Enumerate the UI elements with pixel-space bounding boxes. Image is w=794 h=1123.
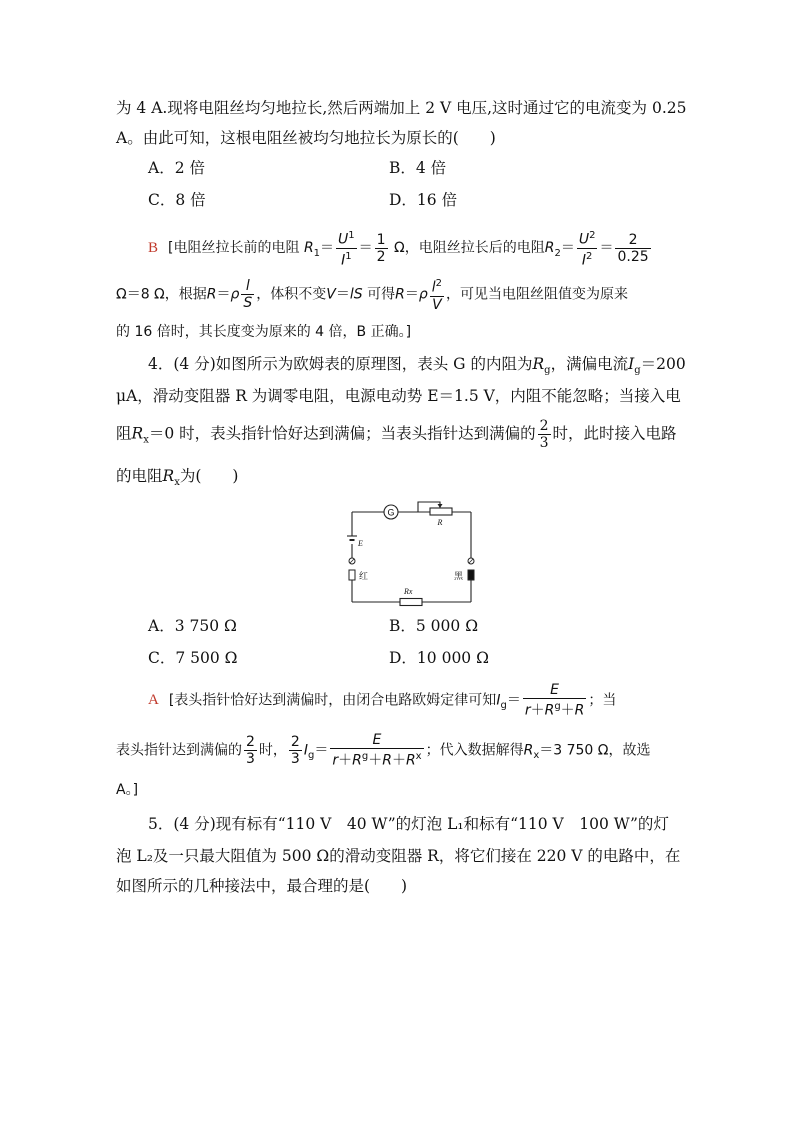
q3-option-c: C．8 倍 <box>148 191 206 209</box>
ohmmeter-circuit-diagram <box>346 496 486 608</box>
q4-solution-line-2: 表头指针达到满偏的 $\frac{2}{3}$ 时， $\frac{2}{3}$ $I_g=$ $\frac{E}{r+R^g+R+R^x}$ ；代入数据解得$R_x=3$ 750 Ω，故选 <box>116 732 651 769</box>
rx-resistor-icon <box>400 599 422 606</box>
q4-line-4: 的电阻$R_x$为( ) <box>116 467 239 489</box>
q4-option-c: C．7 500 Ω <box>148 649 238 667</box>
q3-option-a: A．2 倍 <box>148 159 205 177</box>
fraction: $\frac{E}{r+R^g+R}$ <box>524 682 585 719</box>
fraction: $\frac{l^2}{V}$ <box>431 278 442 313</box>
q3-solution-line-2: Ω＝8 Ω，根据R＝ρ $\frac{l}{S}$ ，体积不变V＝lS 可得R＝ρ $\frac{l^2}{V}$ ，可见当电阻丝阻值变为原来 <box>116 277 628 313</box>
fraction: $\frac{U^1}{I^1}$ <box>338 230 355 269</box>
fraction: $\frac{2}{3}$ <box>290 733 300 767</box>
q3-solution-line-1: B [电阻丝拉长前的电阻 $R_1=$ $\frac{U^1}{I^1}$ ＝ $\frac{1}{2}$ Ω，电阻丝拉长后的电阻$R_2=$ $\frac{U^2}{I^2}$ ＝ $\frac{2}{0.25}$ <box>148 230 649 269</box>
fraction: $\frac{U^2}{I^2}$ <box>578 230 596 269</box>
rheostat-icon <box>430 508 452 515</box>
q4-answer: A <box>148 692 159 709</box>
q3-option-d: D．16 倍 <box>389 191 458 209</box>
fraction: $\frac{2}{0.25}$ <box>617 231 649 265</box>
red-probe-icon <box>349 570 355 580</box>
rheostat-label: R <box>437 518 443 527</box>
red-probe-label: 红 <box>359 572 369 582</box>
q5-line-3: 如图所示的几种接法中，最合理的是( ) <box>116 877 408 895</box>
galvanometer-label: G <box>387 507 395 518</box>
q4-line-2: μA，滑动变阻器 R 为调零电阻，电源电动势 E＝1.5 V，内阻不能忽略；当接入电 <box>116 387 681 405</box>
q5-line-1: 5．(4 分)现有标有“110 V 40 W”的灯泡 L₁和标有“110 V 100 W”的灯 <box>148 815 669 833</box>
q3-solution-line-3: 的 16 倍时，其长度变为原来的 4 倍，B 正确。] <box>116 324 412 340</box>
fraction: $\frac{2}{3}$ <box>539 418 549 451</box>
q5-line-2: 泡 L₂及一只最大阻值为 500 Ω的滑动变阻器 R，将它们接在 220 V 的电路中，在 <box>116 847 681 865</box>
q4-line-1: 4．(4 分)如图所示为欧姆表的原理图，表头 G 的内阻为$R_g$，满偏电流$I_g=200$ <box>148 355 686 377</box>
fraction: $\frac{2}{3}$ <box>246 733 255 767</box>
q4-option-b: B．5 000 Ω <box>389 617 479 635</box>
q4-line-3: 阻$R_x=0$ 时，表头指针恰好达到满偏；当表头指针达到满偏的 $\frac{2}{3}$ 时，此时接入电路 <box>116 418 677 451</box>
q3-line-1: 为 4 A.现将电阻丝均匀地拉长,然后两端加上 2 V 电压,这时通过它的电流变为 0.25 <box>116 99 687 117</box>
fraction: $\frac{l}{S}$ <box>243 277 253 311</box>
black-probe-label: 黑 <box>454 572 464 582</box>
q4-option-a: A．3 750 Ω <box>148 617 237 635</box>
battery-label: E <box>358 539 363 548</box>
black-probe-icon <box>468 570 474 580</box>
q3-option-b: B．4 倍 <box>389 159 447 177</box>
fraction: $\frac{1}{2}$ <box>376 231 386 265</box>
q4-solution-line-3: A。] <box>116 782 139 798</box>
q4-option-d: D．10 000 Ω <box>389 649 489 667</box>
rx-label: Rx <box>404 587 413 596</box>
slider-arrow-icon <box>438 504 443 508</box>
fraction: $\frac{E}{r+R^g+R+R^x}$ <box>332 732 422 769</box>
q3-answer: B <box>148 240 159 257</box>
q3-line-2: A。由此可知，这根电阻丝被均匀地拉长为原长的( ) <box>116 129 496 147</box>
q4-solution-line-1: A [表头指针恰好达到满偏时，由闭合电路欧姆定律可知$I_g=$ $\frac{E}{r+R^g+R}$ ；当 <box>148 682 617 719</box>
